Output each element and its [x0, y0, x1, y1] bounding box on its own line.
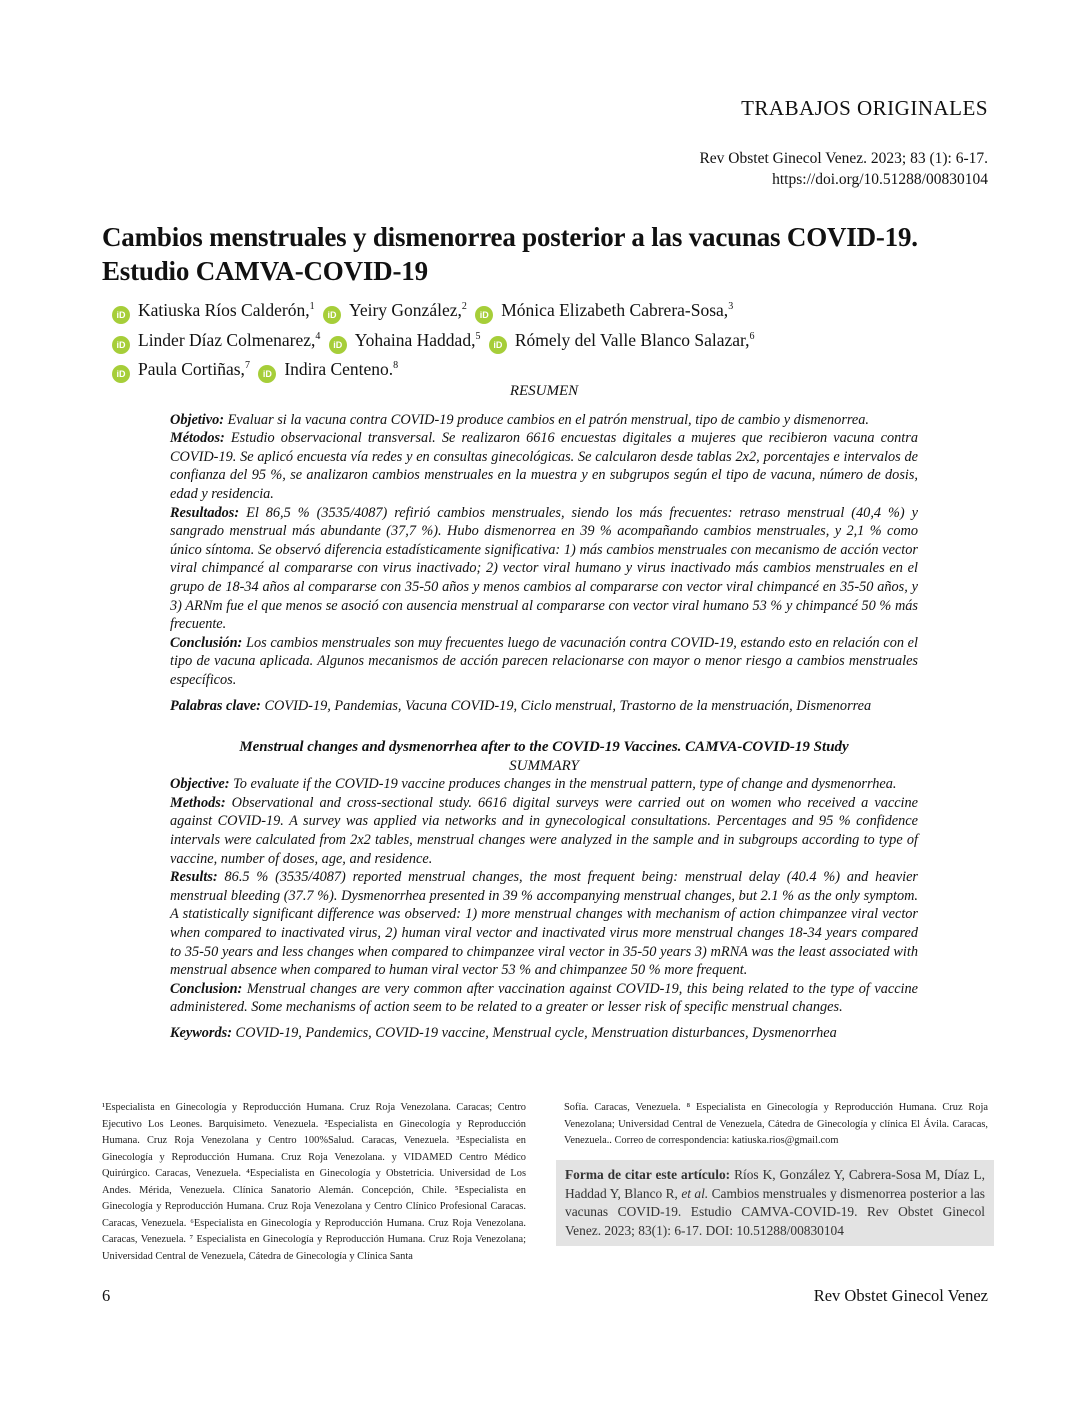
resumen-block [170, 382, 918, 715]
author-name: Yohaina Haddad, [354, 329, 476, 350]
orcid-icon[interactable]: iD [323, 306, 341, 324]
orcid-icon[interactable]: iD [329, 336, 347, 354]
keywords-text: COVID-19, Pandemics, COVID-19 vaccine, Menstrual cycle, Menstruation disturbances, Dysmenorrhea [235, 1024, 837, 1041]
doi-link[interactable]: https://doi.org/10.51288/00830104 [772, 171, 988, 188]
summary-results [170, 868, 918, 980]
author [471, 300, 733, 320]
author [485, 330, 755, 350]
author [319, 300, 467, 320]
objetivo-label: Objetivo: [170, 411, 224, 428]
resultados-text: El 86,5 % (3535/4087) refirió cambios menstruales, siendo los más frecuentes: retraso menstrual (40,4 %) y sangrado menstrual más abundante (37,7 %). Hubo dismenorrea en 39 % acompañando cambios menstruales, y 2,1 % como único síntoma. Se observó diferencia estadísticamente significativa: 1) más cambios menstruales con mecanismo de acción vector viral chimpancé al compararse con virus inactivado; 2) vector viral humano y virus inactivado más cambios menstruales en el grupo de 18-34 años al compararse con 35-50 años y menos cambios al compararse con vector viral chimpancé en 35-50 años, y 3) ARNm fue el que menos se asoció con ausencia menstrual al compararse con vector viral humano 53 % y chimpancé 50 % más frecuente. [170, 504, 918, 633]
author [108, 330, 320, 350]
how-to-cite-etal: et al. [681, 1185, 709, 1201]
author-affiliation-number: 6 [749, 330, 755, 342]
results-label: Results: [170, 869, 218, 886]
author-row-1 [108, 294, 1008, 324]
methods-label: Methods: [170, 794, 226, 811]
orcid-icon[interactable]: iD [475, 306, 493, 324]
resultados-label: Resultados: [170, 504, 240, 521]
author-name: Indira Centeno. [284, 359, 394, 380]
author-name: Rómely del Valle Blanco Salazar, [514, 329, 750, 350]
how-to-cite-box [556, 1160, 994, 1246]
affiliation-footnotes-right: Sofía. Caracas, Venezuela. ⁸ Especialista en Ginecología y Reproducción Humana. Cruz Roja Venezolana; Universidad Central de Venezuela, Cátedra de Ginecología y clínica El Ávila. Caracas, Venezuela.. Correo de correspondencia: katiuska.rios@gmail.com [564, 1102, 988, 1146]
author-name: Paula Cortiñas, [138, 359, 245, 380]
journal-citation: Rev Obstet Ginecol Venez. 2023; 83 (1): 6-17. [699, 150, 988, 167]
resumen-heading: RESUMEN [509, 383, 579, 399]
summary-block [170, 738, 918, 1043]
resumen-keywords [170, 697, 918, 716]
how-to-cite-text-after: Cambios menstruales y dismenorrea posterior a las vacunas COVID-19. Estudio CAMVA-COVID-19. Rev Obstet Ginecol Venez. 2023; 83(1): 6-17. DOI: 10.51288/00830104 [565, 1185, 985, 1238]
author-affiliation-number: 4 [315, 330, 321, 342]
palabras-clave-label: Palabras clave: [170, 697, 261, 714]
author [108, 359, 250, 379]
author [254, 359, 398, 379]
orcid-icon[interactable]: iD [112, 365, 130, 383]
keywords-label: Keywords: [170, 1024, 232, 1041]
conclusion-text: Los cambios menstruales son muy frecuentes luego de vacunación contra COVID-19, estando esto en relación con el tipo de vacuna aplicada. Algunos mecanismos de acción parecen relacionarse con mayor o menor riesgo a cambios menstruales específicos. [170, 634, 919, 688]
resumen-objetivo [170, 411, 918, 430]
orcid-icon[interactable]: iD [258, 365, 276, 383]
resumen-resultados [170, 504, 918, 634]
author-row-2 [108, 324, 1008, 354]
author-name: Mónica Elizabeth Cabrera-Sosa, [501, 299, 729, 320]
orcid-icon[interactable]: iD [489, 336, 507, 354]
orcid-icon[interactable]: iD [112, 306, 130, 324]
author-affiliation-number: 5 [475, 330, 481, 342]
how-to-cite-label: Forma de citar este artículo: [565, 1167, 731, 1182]
affiliation-footnotes-left: ¹Especialista en Ginecología y Reproducción Humana. Cruz Roja Venezolana. Caracas; Centro Ejecutivo Los Leones. Barquisimeto. Venezuela. ²Especialista en Ginecología y Reproducción Humana. Cruz Roja Venezolana y Centro 100%Salud. Caracas, Venezuela. ³Especialista en Ginecología y Reproducción Humana. Cruz Roja Venezolana. y VIDAMED Centro Médico Quirúrgico. Caracas, Venezuela. ⁴Especialista en Ginecología y Obstetricia. Universidad de Los Andes. Mérida, Venezuela. Clínica Sanatorio Alemán. Concepción, Chile. ⁵Especialista en Ginecología y Reproducción Humana. Cruz Roja Venezolana y Centro Clínico Profesional Caracas. Caracas, Venezuela. ⁶Especialista en Ginecología y Reproducción Humana. Cruz Roja Venezolana. Caracas, Venezuela. ⁷ Especialista en Ginecología y Reproducción Humana. Cruz Roja Venezolana; Universidad Central de Venezuela, Cátedra de Ginecología y Clínica Santa [102, 1102, 526, 1262]
summary-heading: SUMMARY [509, 757, 579, 774]
author-name: Yeiry González, [348, 299, 462, 320]
summary-keywords [170, 1024, 918, 1043]
methods-text: Observational and cross-sectional study. 6616 digital surveys were carried out on women who received a vaccine against COVID-19. A survey was applied via networks and in gynecological consultations. Percentages and 95 % confidence intervals were calculated from 2x2 tables, menstrual changes were analyzed in the sample and in subgroups according to type of vaccine, number of doses, age, and residence. [170, 794, 919, 867]
author [325, 330, 481, 350]
objective-label: Objective: [170, 776, 230, 793]
footer-journal-name: Rev Obstet Ginecol Venez [813, 1286, 988, 1305]
resumen-metodos [170, 429, 918, 503]
metodos-text: Estudio observacional transversal. Se realizaron 6616 encuestas digitales a mujeres que recibieron vacuna contra COVID-19. Se aplicó encuesta vía redes y en consultas ginecológicas. Se calcularon desde tablas 2x2, porcentajes e intervalos de confianza del 95 %, se analizaron cambios menstruales en la muestra y en subgrupos según el tipo de vacuna, número de dosis, edad y residencia. [170, 430, 918, 502]
title-line-1: Cambios menstruales y dismenorrea posterior a las vacunas COVID-19. [102, 222, 918, 252]
palabras-clave-text: COVID-19, Pandemias, Vacuna COVID-19, Ciclo menstrual, Trastorno de la menstruación, Dismenorrea [264, 697, 872, 714]
author-affiliation-number: 3 [728, 301, 734, 312]
author-affiliation-number: 8 [393, 360, 399, 372]
article-title [102, 220, 1002, 288]
summary-objective [170, 775, 918, 794]
objective-text: To evaluate if the COVID-19 vaccine produces changes in the menstrual pattern, type of change and dysmenorrhea. [233, 776, 897, 793]
conclusion-label-en: Conclusion: [170, 980, 243, 997]
objetivo-text: Evaluar si la vacuna contra COVID-19 produce cambios en el patrón menstrual, tipo de cambio y dismenorrea. [227, 411, 869, 428]
author [108, 300, 315, 320]
author-name: Katiuska Ríos Calderón, [138, 299, 310, 320]
metodos-label: Métodos: [170, 430, 225, 447]
citation-header [699, 148, 988, 190]
resumen-conclusion [170, 634, 918, 690]
summary-methods [170, 794, 918, 868]
section-label: TRABAJOS ORIGINALES [741, 96, 988, 120]
summary-conclusion [170, 980, 918, 1017]
orcid-icon[interactable]: iD [112, 336, 130, 354]
author-row-3 [108, 354, 1008, 384]
author-name: Linder Díaz Colmenarez, [138, 329, 316, 350]
title-line-2: Estudio CAMVA-COVID-19 [102, 256, 428, 286]
results-text: 86.5 % (3535/4087) reported menstrual changes, the most frequent being: menstrual delay (40.4 %) and heavier menstrual bleeding (37.7 %). Dysmenorrhea presented in 39 % accompanying menstrual changes, but 2.1 % as the only symptom. A statistically significant difference was observed: 1) more menstrual changes with mechanism of action chimpanzee viral vector when compared to inactivated virus, 2) human viral vector and inactivated virus more menstrual changes 18-34 years compared to 35-50 years and less changes when compared to chimpanzee viral vector in 35-50 years 3) mRNA was the least associated with menstrual absence when compared to human viral vector 53 % and chimpanzee 50 % more frequent. [170, 869, 918, 979]
conclusion-label: Conclusión: [170, 634, 243, 651]
author-affiliation-number: 7 [244, 360, 250, 372]
how-to-cite-text-before: Ríos K, González Y, Cabrera-Sosa M, Díaz L, Haddad Y, Blanco R, [565, 1167, 985, 1201]
conclusion-text-en: Menstrual changes are very common after vaccination against COVID-19, this being related to the type of vaccine administered. Some mechanisms of action seem to be related to a greater or lesser risk of specific menstrual changes. [170, 980, 919, 1016]
english-title: Menstrual changes and dysmenorrhea after to the COVID-19 Vaccines. CAMVA-COVID-19 Study [239, 739, 849, 755]
page-number: 6 [102, 1286, 111, 1305]
author-affiliation-number: 2 [461, 301, 467, 312]
author-list [108, 294, 1008, 383]
author-affiliation-number: 1 [309, 301, 315, 312]
